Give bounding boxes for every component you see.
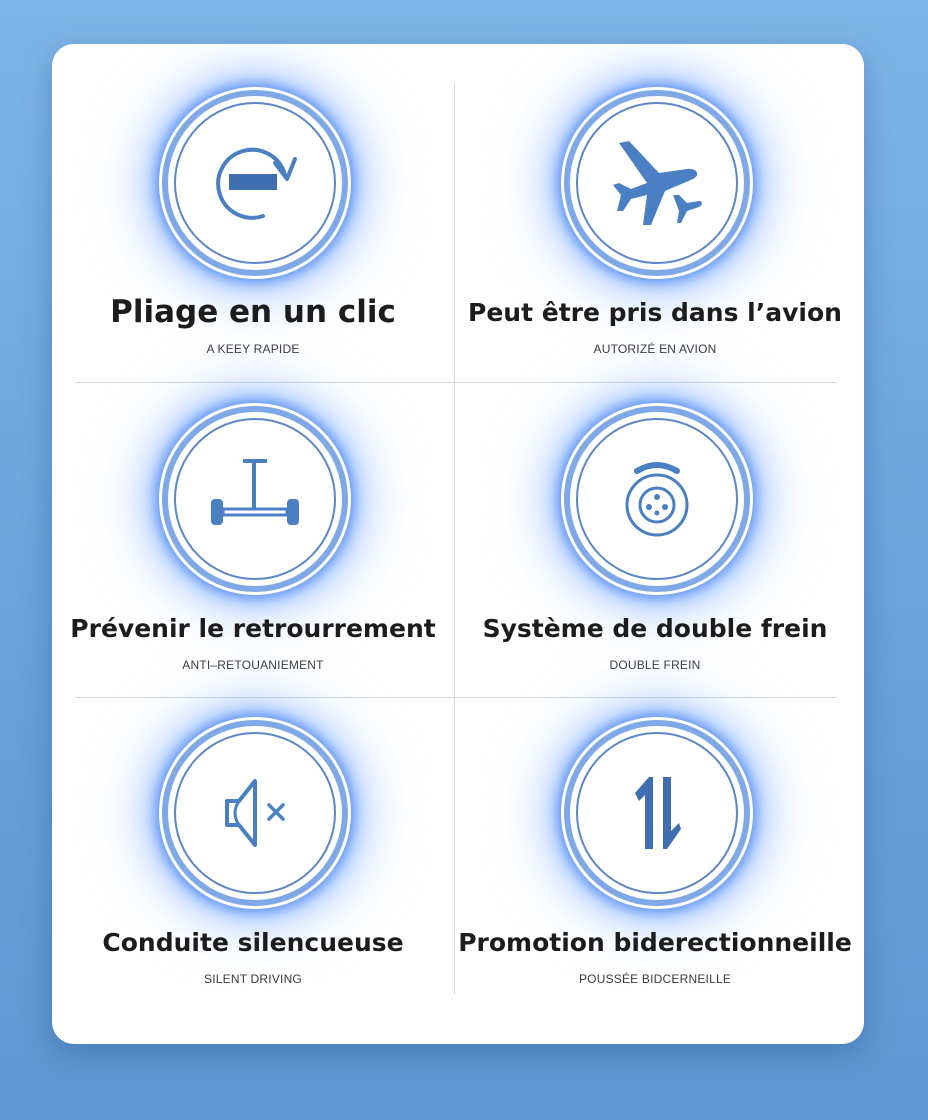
feature-subtitle: A KEEY RAPIDE: [206, 342, 300, 356]
feature-double-brake: [454, 360, 856, 670]
feature-subtitle: AUTORIZÉ EN AVION: [593, 342, 717, 356]
feature-anti-tip: [52, 360, 454, 670]
feature-subtitle: ANTI–RETOUANIEMENT: [182, 658, 324, 672]
feature-one-click-fold: [52, 44, 454, 354]
feature-title: Système de double frein: [482, 614, 828, 643]
feature-airplane-allowed: [454, 44, 856, 354]
feature-badge: [570, 726, 744, 900]
feature-title: Promotion biderectionneille: [458, 928, 852, 957]
feature-badge: [570, 412, 744, 586]
fold-arrow-icon: [205, 133, 305, 233]
brake-disc-icon: [607, 449, 707, 549]
feature-subtitle: SILENT DRIVING: [204, 972, 302, 986]
feature-badge: [570, 96, 744, 270]
feature-title: Pliage en un clic: [110, 294, 396, 330]
anti-tip-wheels-icon: [205, 449, 305, 549]
airplane-icon: [607, 133, 707, 233]
feature-title: Conduite silencueuse: [102, 928, 404, 957]
feature-title: Peut être pris dans l’avion: [468, 298, 842, 327]
bidirectional-arrows-icon: [607, 763, 707, 863]
speaker-mute-icon: [205, 763, 305, 863]
feature-badge: [168, 726, 342, 900]
feature-badge: [168, 96, 342, 270]
feature-subtitle: POUSSÉE BIDCERNEILLE: [578, 972, 732, 986]
feature-subtitle: DOUBLE FREIN: [609, 658, 701, 672]
features-card: [52, 44, 864, 1044]
feature-silent-driving: [52, 674, 454, 984]
feature-title: Prévenir le retrourrement: [70, 614, 436, 643]
feature-bidirectional: [454, 674, 856, 984]
feature-badge: [168, 412, 342, 586]
